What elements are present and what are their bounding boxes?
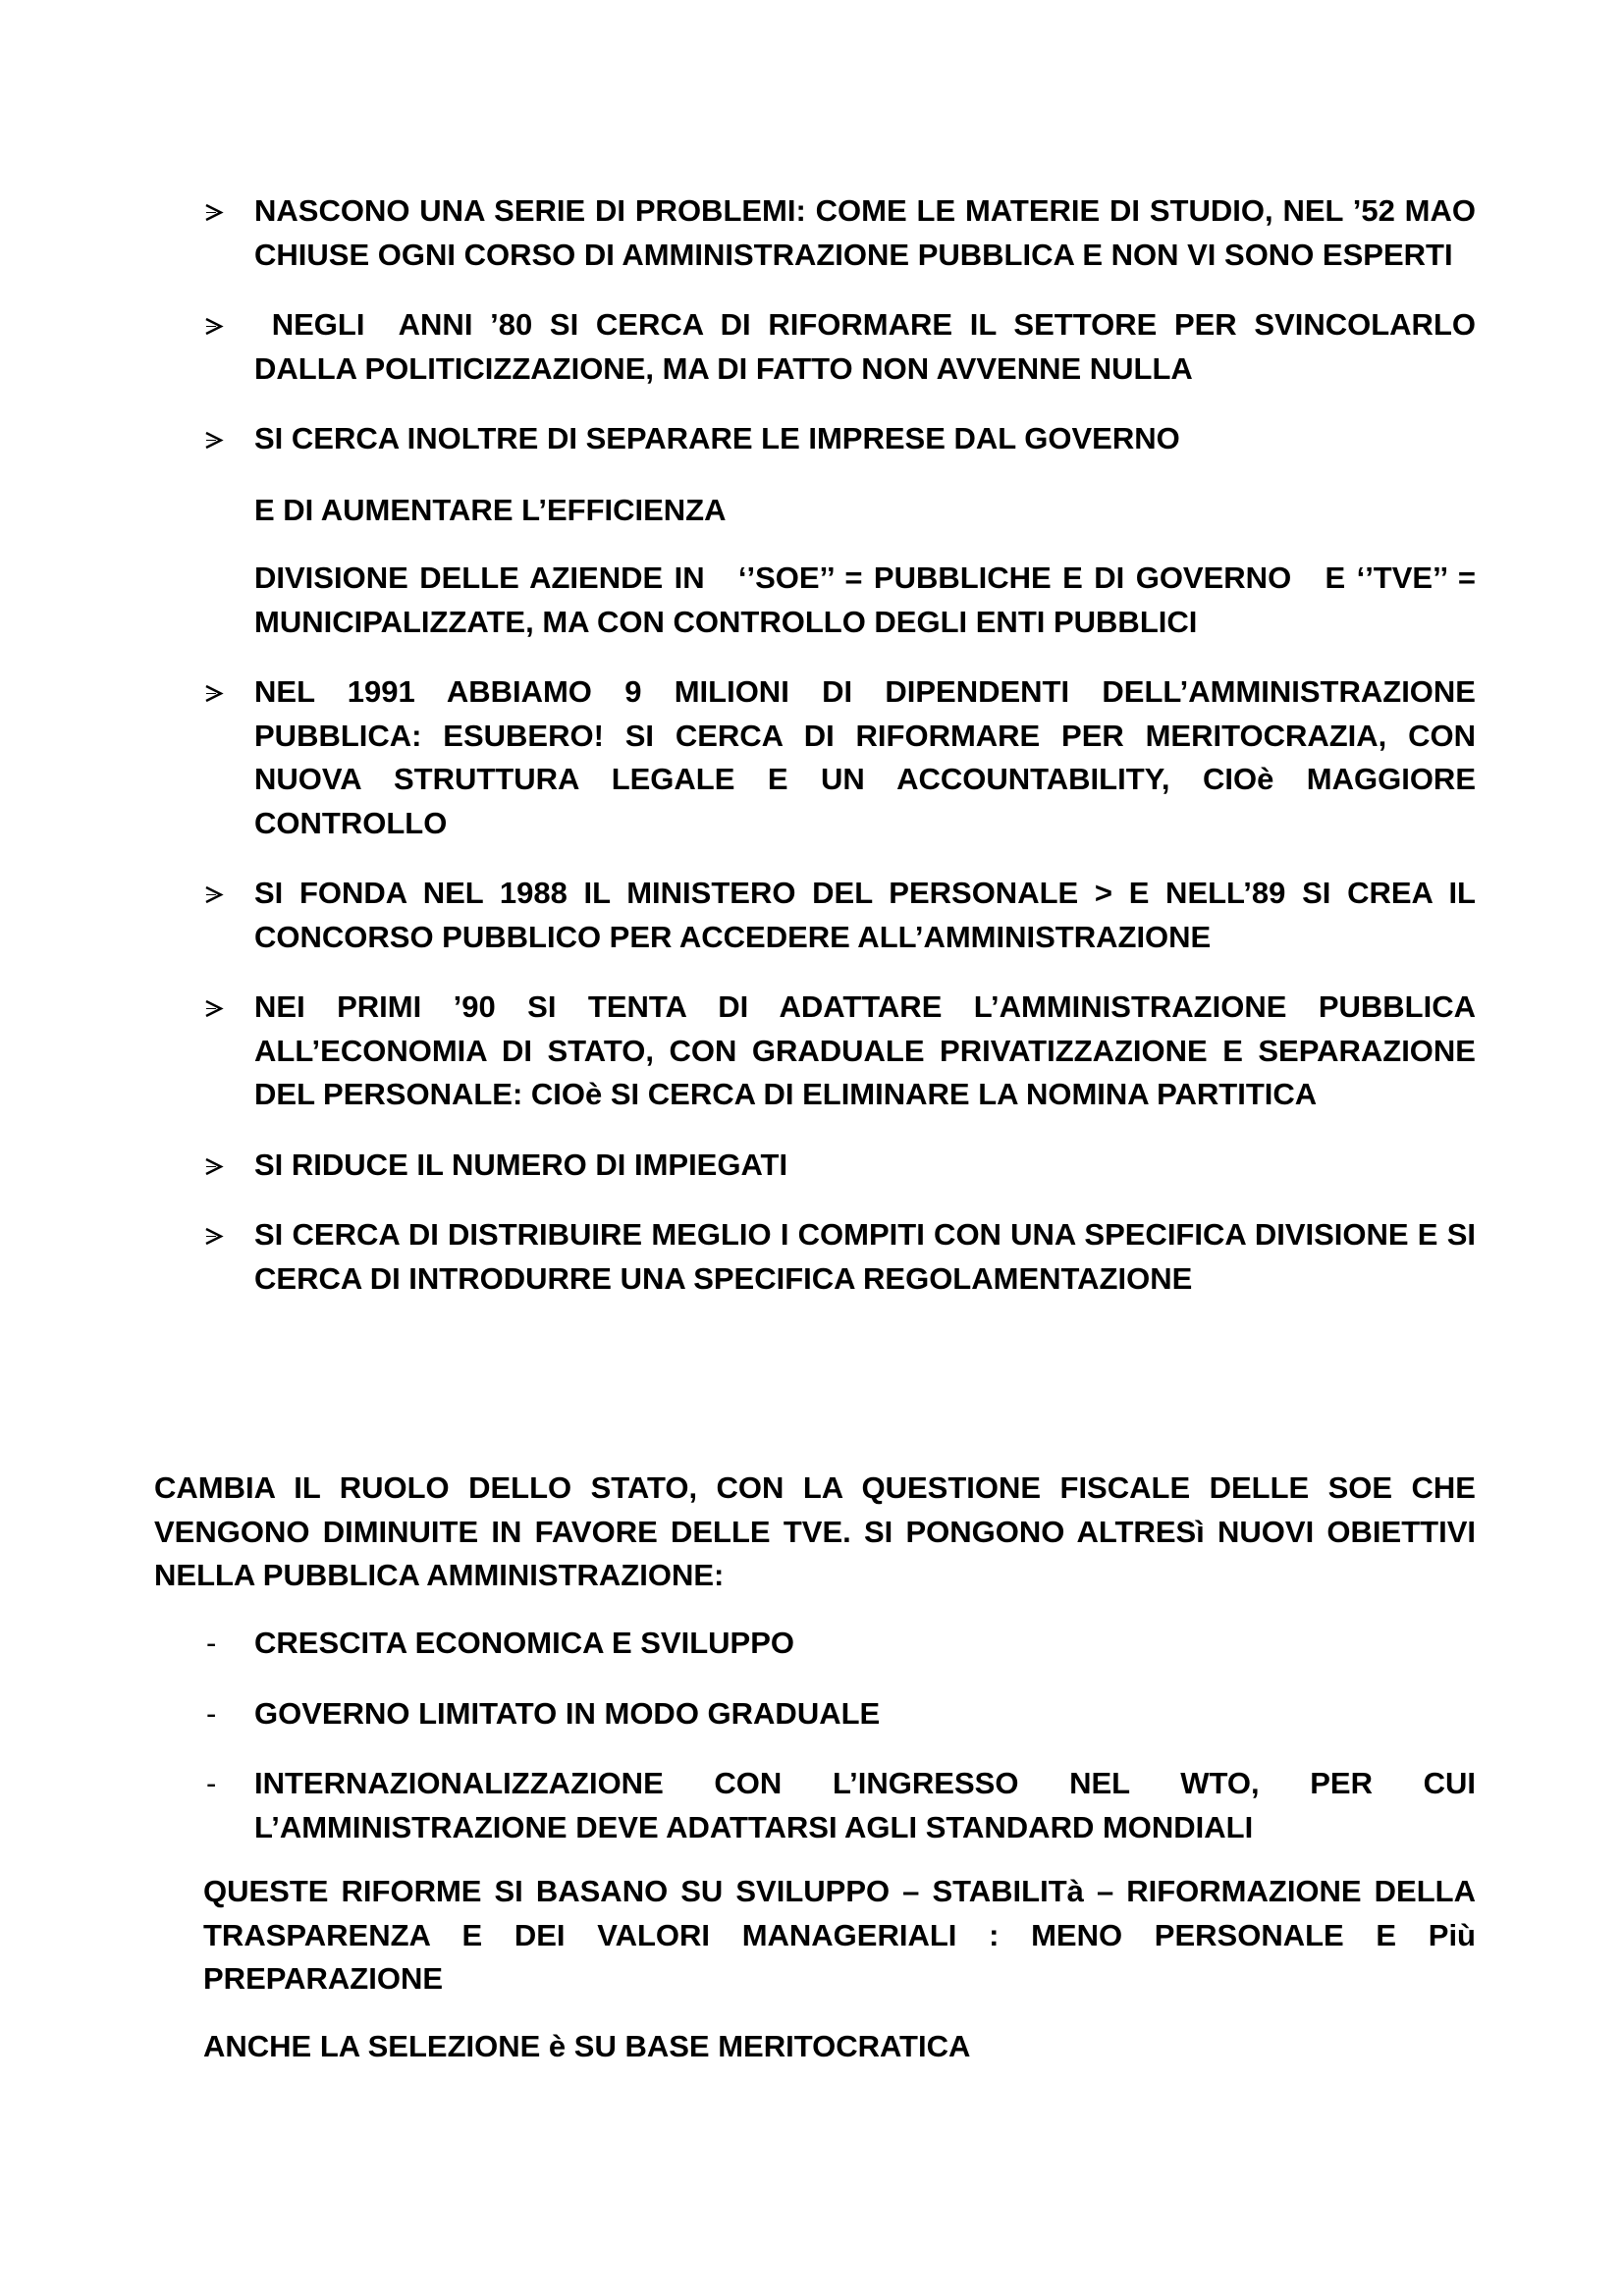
- closing-paragraph: QUESTE RIFORME SI BASANO SU SVILUPPO – STABILITà – RIFORMAZIONE DELLA TRASPARENZA E DEI VALORI MANAGERIALI : MENO PERSONALE E Più PREPARAZIONE: [203, 1874, 1476, 1996]
- dash-marker: -: [206, 1766, 217, 1800]
- arrowhead-bullet-icon: [204, 1144, 234, 1176]
- bullet-text: NEGLI ANNI ’80 SI CERCA DI RIFORMARE IL SETTORE PER SVINCOLARLO DALLA POLITICIZZAZIONE, MA DI FATTO NON AVVENNE NULLA: [254, 307, 1485, 386]
- bullet-text: SI CERCA INOLTRE DI SEPARARE LE IMPRESE DAL GOVERNO: [254, 421, 1180, 455]
- list-item: [201, 872, 1476, 959]
- sub-paragraph-text: E DI AUMENTARE L’EFFICIENZA: [254, 492, 727, 527]
- body-paragraph: CAMBIA IL RUOLO DELLO STATO, CON LA QUESTIONE FISCALE DELLE SOE CHE VENGONO DIMINUITE IN FAVORE DELLE TVE. SI PONGONO ALTRESì NUOVI OBIETTIVI NELLA PUBBLICA AMMINISTRAZIONE:: [154, 1470, 1476, 1592]
- list-item: [201, 986, 1476, 1117]
- arrowhead-bullet-icon: [204, 872, 234, 904]
- list-item: [201, 670, 1476, 845]
- list-item: [201, 417, 1476, 461]
- dash-item-text: INTERNAZIONALIZZAZIONE CON L’INGRESSO NEL WTO, PER CUI L’AMMINISTRAZIONE DEVE ADATTARSI AGLI STANDARD MONDIALI: [254, 1766, 1476, 1844]
- list-item: [201, 1213, 1476, 1301]
- list-item: [201, 1622, 1476, 1666]
- arrowhead-bullet-icon: [204, 1213, 234, 1246]
- list-item: [201, 1692, 1476, 1736]
- bullet-text: NEL 1991 ABBIAMO 9 MILIONI DI DIPENDENTI DELL’AMMINISTRAZIONE PUBBLICA: ESUBERO! SI CERCA DI RIFORMARE PER MERITOCRAZIA, CON NUOVA STRUTTURA LEGALE E UN ACCOUNTABILITY, CIOè MAGGIORE CONTROLLO: [254, 674, 1476, 840]
- list-item: [201, 303, 1485, 391]
- arrowhead-bullet-icon: [204, 189, 234, 222]
- list-item: [201, 1762, 1476, 1849]
- bullet-text: NEI PRIMI ’90 SI TENTA DI ADATTARE L’AMMINISTRAZIONE PUBBLICA ALL’ECONOMIA DI STATO, CON GRADUALE PRIVATIZZAZIONE E SEPARAZIONE DEL PERSONALE: CIOè SI CERCA DI ELIMINARE LA NOMINA PARTITICA: [254, 989, 1476, 1111]
- bullet-text: NASCONO UNA SERIE DI PROBLEMI: COME LE MATERIE DI STUDIO, NEL ’52 MAO CHIUSE OGNI CORSO DI AMMINISTRAZIONE PUBBLICA E NON VI SONO ESPERTI: [254, 193, 1476, 272]
- sub-paragraph: [201, 489, 1476, 533]
- list-item: [201, 1144, 1476, 1188]
- closing-paragraph: ANCHE LA SELEZIONE è SU BASE MERITOCRATICA: [203, 2029, 971, 2063]
- dash-list: [201, 1622, 1476, 1876]
- dash-item-text: GOVERNO LIMITATO IN MODO GRADUALE: [254, 1695, 881, 1731]
- dash-marker: -: [206, 1626, 217, 1660]
- dash-item-text: CRESCITA ECONOMICA E SVILUPPO: [254, 1626, 795, 1660]
- sub-paragraph-text: DIVISIONE DELLE AZIENDE IN ‘’SOE’’ = PUBBLICHE E DI GOVERNO E ‘’TVE’’ = MUNICIPALIZZATE, MA CON CONTROLLO DEGLI ENTI PUBBLICI: [254, 561, 1485, 639]
- arrowhead-bullet-icon: [204, 986, 234, 1018]
- bullet-text: SI RIDUCE IL NUMERO DI IMPIEGATI: [254, 1147, 788, 1182]
- sub-paragraph: [201, 557, 1485, 644]
- bullet-list: [201, 189, 1485, 1327]
- arrowhead-bullet-icon: [204, 303, 234, 336]
- list-item: [201, 189, 1476, 277]
- arrowhead-bullet-icon: [204, 417, 234, 450]
- bullet-text: SI CERCA DI DISTRIBUIRE MEGLIO I COMPITI CON UNA SPECIFICA DIVISIONE E SI CERCA DI INTRODURRE UNA SPECIFICA REGOLAMENTAZIONE: [254, 1217, 1476, 1296]
- bullet-text: SI FONDA NEL 1988 IL MINISTERO DEL PERSONALE > E NELL’89 SI CREA IL CONCORSO PUBBLICO PER ACCEDERE ALL’AMMINISTRAZIONE: [254, 876, 1476, 954]
- dash-marker: -: [206, 1695, 217, 1731]
- arrowhead-bullet-icon: [204, 670, 234, 703]
